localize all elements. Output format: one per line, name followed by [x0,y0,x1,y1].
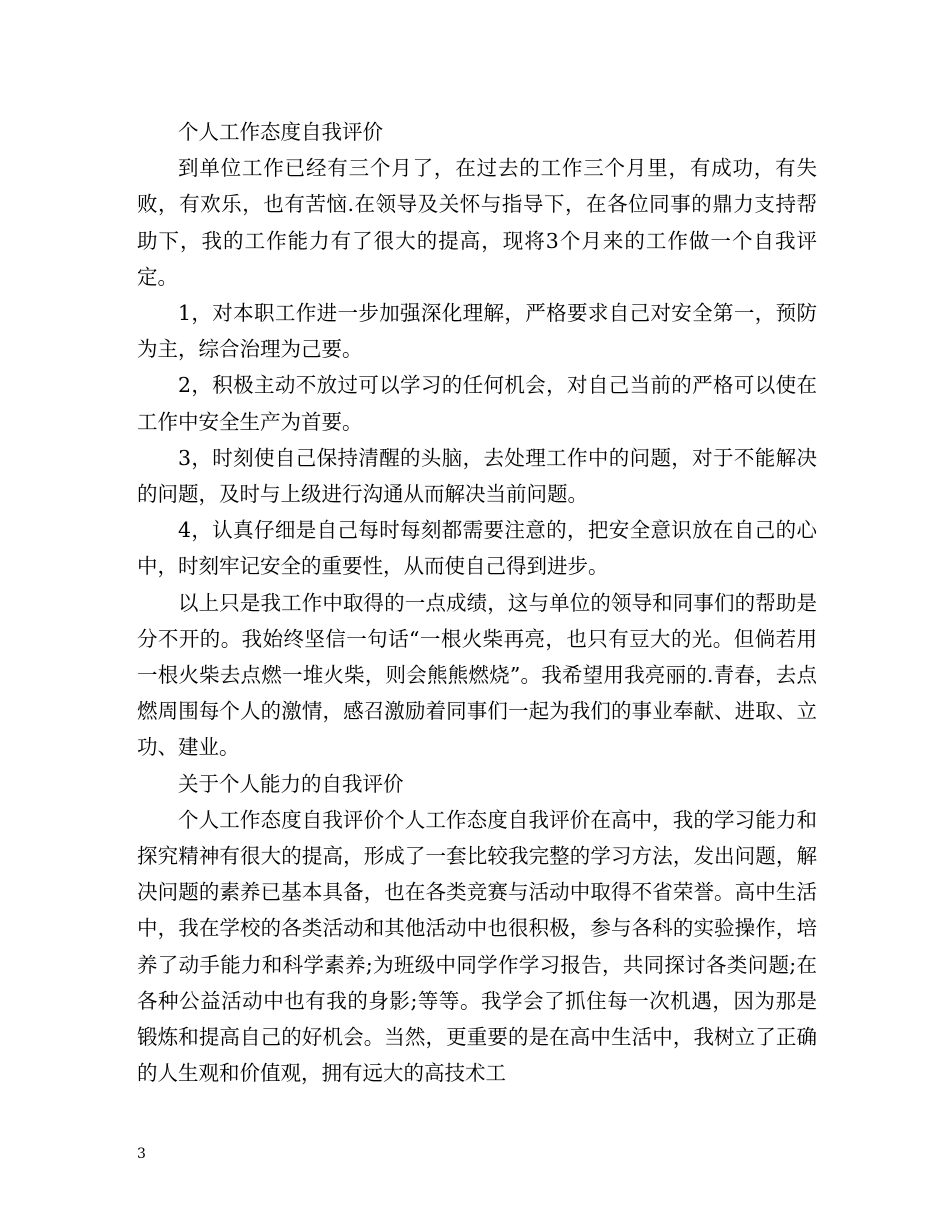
paragraph-point-2: 2，积极主动不放过可以学习的任何机会，对自己当前的严格可以使在工作中安全生产为首要。 [137,373,817,434]
page-number: 3 [137,1146,146,1162]
paragraph-point-4: 4，认真仔细是自己每时每刻都需要注意的，把安全意识放在自己的心中，时刻牢记安全的重要性，从而使自己得到进步。 [137,518,817,579]
document-body [137,114,817,1091]
paragraph-intro: 到单位工作已经有三个月了，在过去的工作三个月里，有成功，有失败，有欢乐，也有苦恼.在领导及关怀与指导下，在各位同事的鼎力支持帮助下，我的工作能力有了很大的提高，现将3个月来的工作做一个自我评定。 [137,156,817,289]
paragraph-ability: 个人工作态度自我评价个人工作态度自我评价在高中，我的学习能力和探究精神有很大的提高，形成了一套比较我完整的学习方法，发出问题，解决问题的素养已基本具备，也在各类竞赛与活动中取得不省荣誉。高中生活中，我在学校的各类活动和其他活动中也很积极，参与各科的实验操作，培养了动手能力和科学素养;为班级中同学作学习报告，共同探讨各类问题;在各种公益活动中也有我的身影;等等。我学会了抓住每一次机遇，因为那是锻炼和提高自己的好机会。当然，更重要的是在高中生活中，我树立了正确的人生观和价值观，拥有远大的高技术工 [137,807,817,1086]
paragraph-point-3: 3，时刻使自己保持清醒的头脑，去处理工作中的问题，对于不能解决的问题，及时与上级进行沟通从而解决当前问题。 [137,445,817,507]
section-title-personal-ability: 关于个人能力的自我评价 [178,771,404,796]
section-title-work-attitude: 个人工作态度自我评价 [178,120,383,144]
paragraph-point-1: 1，对本职工作进一步加强深化理解，严格要求自己对安全第一，预防为主，综合治理为己要。 [137,301,817,362]
paragraph-conclusion: 以上只是我工作中取得的一点成绩，这与单位的领导和同事们的帮助是分不开的。我始终坚信一句话“一根火柴再亮，也只有豆大的光。但倘若用一根火柴去点燃一堆火柴，则会熊熊燃烧”。我希望用我亮丽的.青春，去点燃周围每个人的激情，感召激励着同事们一起为我们的事业奉献、进取、立功、建业。 [137,590,817,760]
